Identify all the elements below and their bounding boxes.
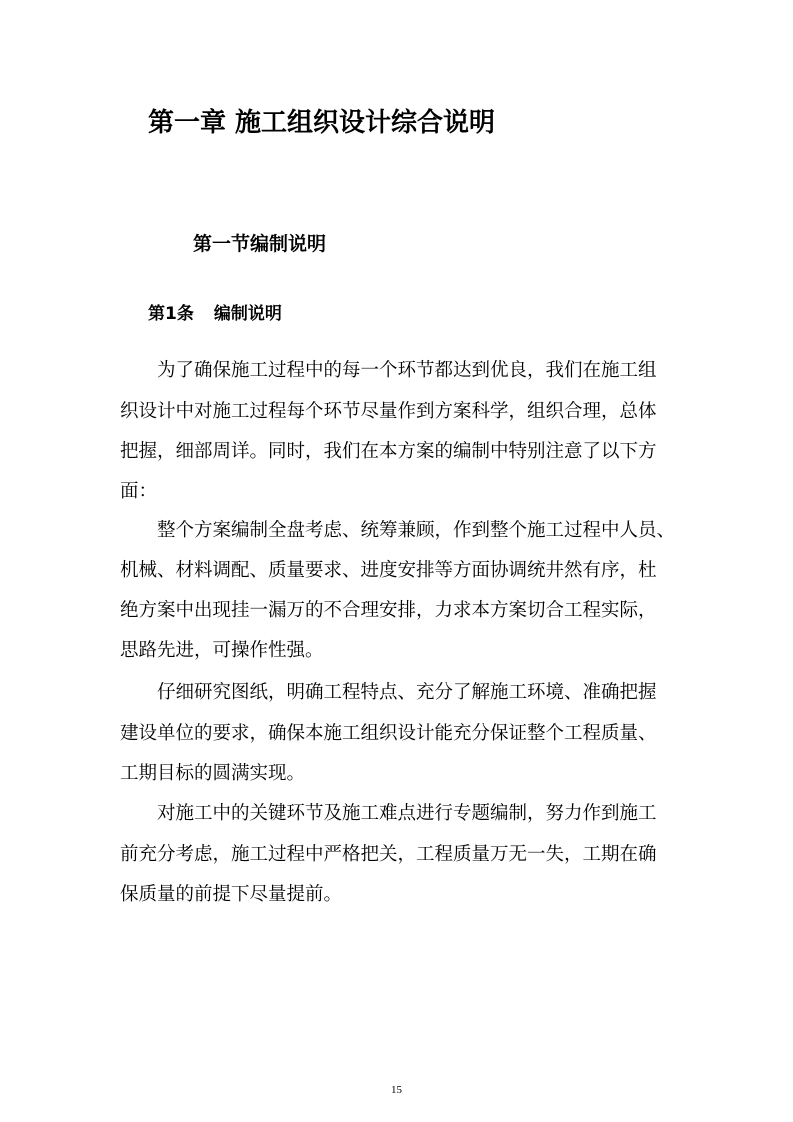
paragraph-2-line-4: 思路先进，可操作性强。 [120,640,324,661]
paragraph-4-line-3: 保质量的前提下尽量提前。 [120,884,343,905]
paragraph-1-line-3: 把握，细部周详。同时，我们在本方案的编制中特别注意了以下方 [120,441,657,462]
paragraph-2-line-1: 整个方案编制全盘考虑、统筹兼顾，作到整个施工过程中人员、 [157,520,676,541]
chapter-title: 第一章 施工组织设计综合说明 [148,108,496,138]
paragraph-3-line-3: 工期目标的圆满实现。 [120,763,306,784]
paragraph-4-line-2: 前充分考虑，施工过程中严格把关，工程质量万无一失，工期在确 [120,844,657,865]
paragraph-1-line-2: 织设计中对施工过程每个环节尽量作到方案科学，组织合理，总体 [120,401,657,422]
article-heading [148,299,282,324]
paragraph-3-line-2: 建设单位的要求，确保本施工组织设计能充分保证整个工程质量、 [120,723,657,744]
section-title: 第一节编制说明 [193,233,327,255]
paragraph-3-line-1: 仔细研究图纸，明确工程特点、充分了解施工环境、准确把握 [157,682,657,703]
paragraph-4-line-1: 对施工中的关键环节及施工难点进行专题编制，努力作到施工 [157,803,657,824]
article-number: 第1条 [148,304,194,324]
paragraph-2-line-2: 机械、材料调配、质量要求、进度安排等方面协调统井然有序，杜 [120,560,657,581]
article-title: 编制说明 [213,304,282,324]
page-number: 15 [391,1084,402,1096]
paragraph-1-line-1: 为了确保施工过程中的每一个环节都达到优良，我们在施工组 [157,360,657,381]
paragraph-1-line-4: 面： [120,481,158,502]
paragraph-2-line-3: 绝方案中出现挂一漏万的不合理安排，力求本方案切合工程实际， [120,600,657,621]
